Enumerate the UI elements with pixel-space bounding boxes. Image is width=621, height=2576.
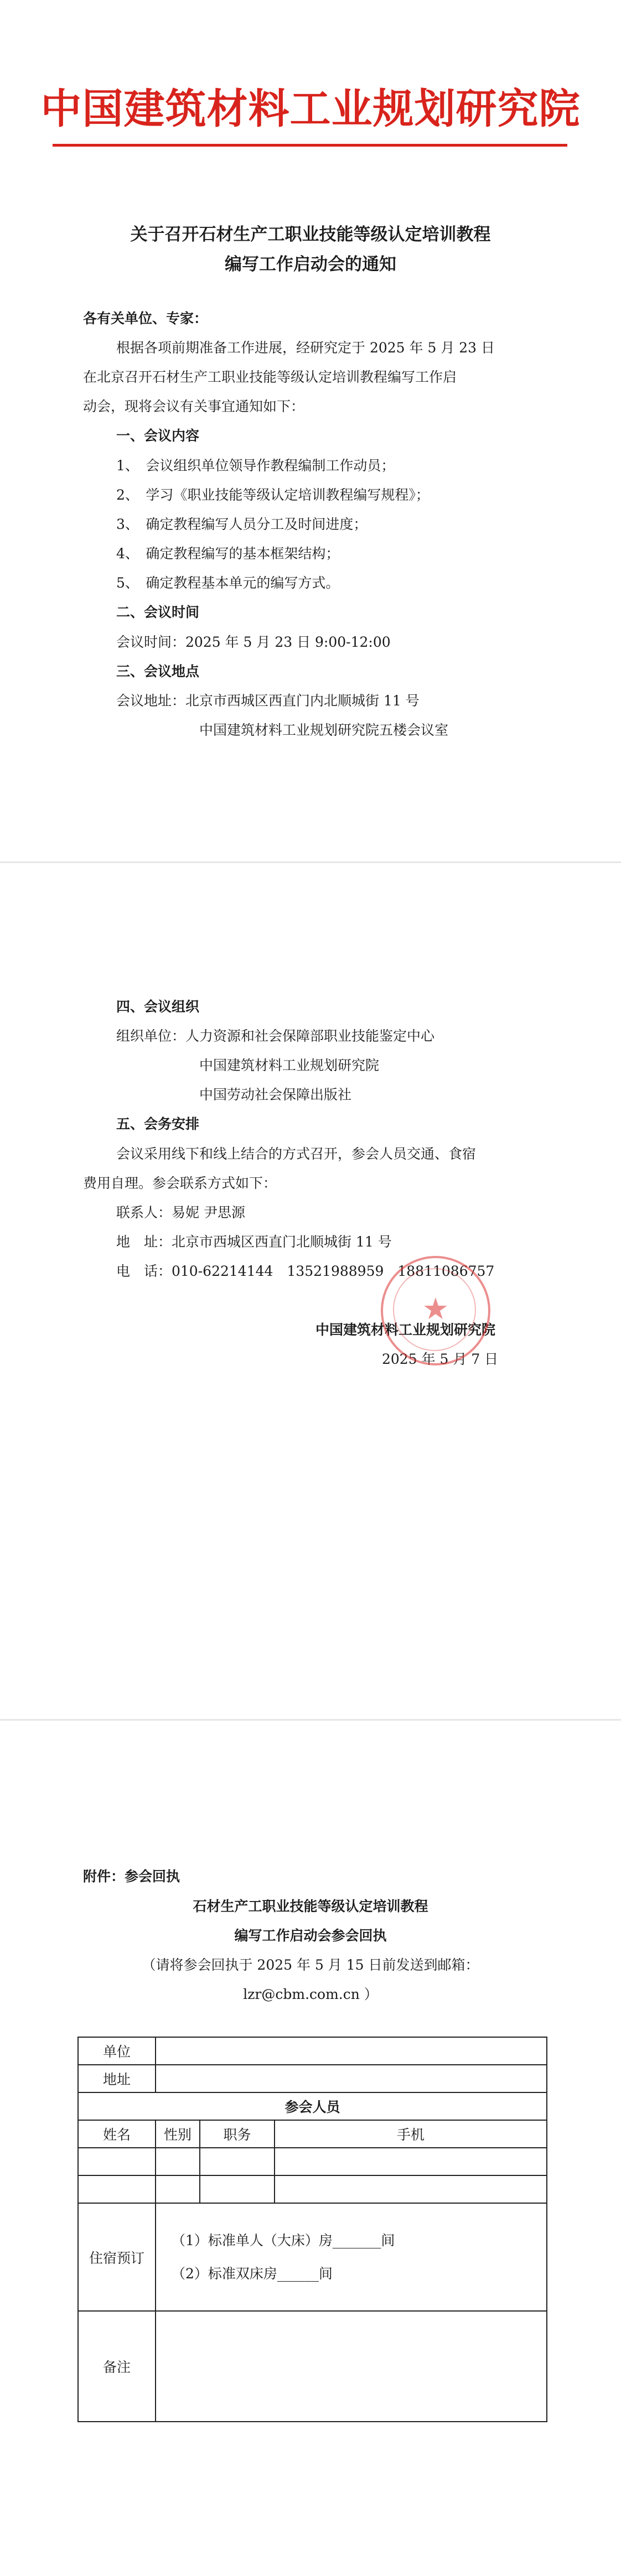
remarks-field[interactable] bbox=[156, 2311, 547, 2422]
content-item: 3、 确定教程编写人员分工及时间进度； bbox=[116, 516, 368, 532]
receipt-note-email: lzr@cbm.com.cn ） bbox=[243, 1986, 378, 2002]
remarks-label: 备注 bbox=[78, 2311, 156, 2422]
unit-field[interactable] bbox=[156, 2037, 547, 2065]
content-item: 2、 学习《职业技能等级认定培训教程编写规程》； bbox=[116, 487, 429, 503]
attendee-title-cell[interactable] bbox=[200, 2175, 275, 2203]
table-row bbox=[78, 2092, 547, 2120]
attendee-phone-cell[interactable] bbox=[275, 2148, 547, 2175]
attendee-phone-cell[interactable] bbox=[275, 2175, 547, 2203]
table-row bbox=[78, 2203, 547, 2311]
content-item: 1、 会议组织单位领导作教程编制工作动员； bbox=[116, 458, 395, 474]
lodging-label: 住宿预订 bbox=[78, 2203, 156, 2311]
contact-address: 地 址：北京市西城区西直门北顺城街 11 号 bbox=[116, 1234, 392, 1250]
col-gender: 性别 bbox=[156, 2120, 200, 2148]
notice-page-1 bbox=[0, 0, 621, 863]
section-heading-arrangement: 五、会务安排 bbox=[116, 1116, 200, 1132]
lodging-option-single[interactable]: （1）标准单人（大床）房_______间 bbox=[172, 2232, 395, 2248]
attendees-header: 参会人员 bbox=[78, 2092, 547, 2120]
table-row bbox=[78, 2037, 547, 2065]
content-item: 5、 确定教程基本单元的编写方式。 bbox=[116, 575, 340, 591]
intro-line: 在北京召开石材生产工职业技能等级认定培训教程编写工作启 bbox=[83, 369, 457, 385]
table-row bbox=[78, 2065, 547, 2092]
red-header-rule bbox=[53, 144, 567, 147]
seal-star-icon: ★ bbox=[422, 1291, 449, 1326]
lodging-option-twin[interactable]: （2）标准双床房______间 bbox=[172, 2265, 333, 2282]
intro-line: 动会，现将会议有关事宜通知如下： bbox=[83, 398, 305, 414]
attendee-name-cell[interactable] bbox=[78, 2175, 156, 2203]
table-row bbox=[78, 2175, 547, 2203]
table-row bbox=[78, 2120, 547, 2148]
section-heading-time: 二、会议时间 bbox=[116, 604, 200, 620]
attendee-gender-cell[interactable] bbox=[156, 2148, 200, 2175]
attendee-title-cell[interactable] bbox=[200, 2148, 275, 2175]
contact-phone: 电 话：010-62214144 13521988959 18811086757 bbox=[116, 1263, 495, 1279]
arrangement-line: 费用自理。参会联系方式如下： bbox=[83, 1175, 277, 1191]
section-heading-location: 三、会议地点 bbox=[116, 663, 200, 679]
table-row bbox=[78, 2148, 547, 2175]
content-item: 4、 确定教程编写的基本框架结构； bbox=[116, 546, 340, 562]
lodging-options[interactable] bbox=[156, 2203, 547, 2311]
arrangement-line: 会议采用线下和线上结合的方式召开，参会人员交通、食宿 bbox=[116, 1146, 477, 1162]
address-label: 地址 bbox=[78, 2065, 156, 2092]
doc-title-line1: 关于召开石材生产工职业技能等级认定培训教程 bbox=[130, 225, 491, 245]
table-row bbox=[78, 2311, 547, 2422]
receipt-table bbox=[77, 2037, 547, 2422]
signature-date: 2025 年 5 月 7 日 bbox=[382, 1351, 499, 1367]
col-name: 姓名 bbox=[78, 2120, 156, 2148]
col-title: 职务 bbox=[200, 2120, 275, 2148]
meeting-address: 会议地址：北京市西城区西直门内北顺城街 11 号 bbox=[116, 693, 420, 709]
intro-line: 根据各项前期准备工作进展，经研究定于 2025 年 5 月 23 日 bbox=[116, 340, 495, 356]
doc-title-line2: 编写工作启动会的通知 bbox=[225, 255, 396, 274]
receipt-title-line2: 编写工作启动会参会回执 bbox=[234, 1928, 387, 1944]
organizer-line: 中国建筑材料工业规划研究院 bbox=[199, 1057, 380, 1073]
attendee-name-cell[interactable] bbox=[78, 2148, 156, 2175]
section-heading-organization: 四、会议组织 bbox=[116, 999, 200, 1015]
organizer-line: 组织单位：人力资源和社会保障部职业技能鉴定中心 bbox=[116, 1028, 435, 1044]
unit-label: 单位 bbox=[78, 2037, 156, 2065]
attachment-label: 附件：参会回执 bbox=[83, 1868, 180, 1884]
contact-person: 联系人：易妮 尹思源 bbox=[116, 1204, 245, 1221]
meeting-room: 中国建筑材料工业规划研究院五楼会议室 bbox=[199, 722, 449, 738]
section-heading-content: 一、会议内容 bbox=[116, 428, 200, 444]
col-phone: 手机 bbox=[275, 2120, 547, 2148]
receipt-title-line1: 石材生产工职业技能等级认定培训教程 bbox=[193, 1898, 428, 1914]
org-header: 中国建筑材料工业规划研究院 bbox=[40, 85, 581, 133]
notice-page-2 bbox=[0, 863, 621, 1721]
salutation: 各有关单位、专家： bbox=[83, 310, 208, 326]
attendee-gender-cell[interactable] bbox=[156, 2175, 200, 2203]
receipt-note-line1: （请将参会回执于 2025 年 5 月 15 日前发送到邮箱： bbox=[142, 1957, 479, 1973]
official-seal bbox=[381, 1256, 490, 1365]
meeting-time: 会议时间：2025 年 5 月 23 日 9:00-12:00 bbox=[116, 634, 391, 650]
address-field[interactable] bbox=[156, 2065, 547, 2092]
signature-org: 中国建筑材料工业规划研究院 bbox=[315, 1322, 496, 1338]
organizer-line: 中国劳动社会保障出版社 bbox=[199, 1087, 352, 1103]
